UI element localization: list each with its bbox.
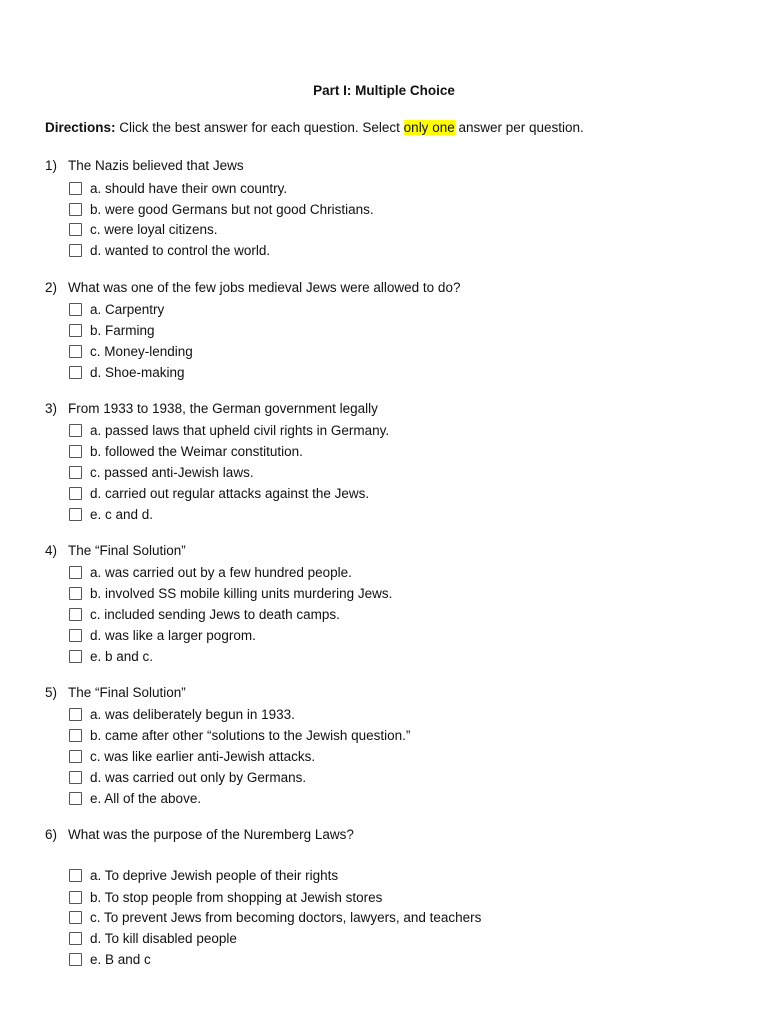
option-label: d. Shoe-making xyxy=(90,364,185,380)
option-label: d. To kill disabled people xyxy=(90,930,237,946)
option-label: e. B and c xyxy=(90,951,151,967)
checkbox[interactable] xyxy=(69,466,82,479)
answer-option-a[interactable] xyxy=(69,706,295,722)
directions-text-before: Click the best answer for each question. Select xyxy=(115,120,404,135)
checkbox[interactable] xyxy=(69,223,82,236)
checkbox[interactable] xyxy=(69,953,82,966)
option-label: d. was carried out only by Germans. xyxy=(90,769,307,785)
option-label: a. To deprive Jewish people of their rights xyxy=(90,867,339,883)
checkbox[interactable] xyxy=(69,932,82,945)
answer-option-d[interactable] xyxy=(69,242,270,258)
question-number: 1) xyxy=(45,158,58,173)
checkbox[interactable] xyxy=(69,345,82,358)
question-stem xyxy=(45,685,186,700)
page-title: Part I: Multiple Choice xyxy=(313,83,455,98)
option-label: a. should have their own country. xyxy=(90,180,288,196)
option-label: e. c and d. xyxy=(90,506,154,522)
question-stem xyxy=(45,543,186,558)
answer-option-b[interactable] xyxy=(69,443,303,459)
answer-option-b[interactable] xyxy=(69,889,382,905)
answer-option-b[interactable] xyxy=(69,322,155,338)
answer-option-e[interactable] xyxy=(69,506,153,522)
answer-option-c[interactable] xyxy=(69,909,481,925)
option-label: d. was like a larger pogrom. xyxy=(90,627,256,643)
answer-option-a[interactable] xyxy=(69,867,338,883)
option-label: b. came after other “solutions to the Jewish question.” xyxy=(90,727,411,743)
question-stem xyxy=(45,827,354,842)
checkbox[interactable] xyxy=(69,303,82,316)
checkbox[interactable] xyxy=(69,324,82,337)
checkbox[interactable] xyxy=(69,869,82,882)
answer-option-e[interactable] xyxy=(69,648,153,664)
checkbox[interactable] xyxy=(69,487,82,500)
question-text: What was the purpose of the Nuremberg Laws? xyxy=(68,827,354,842)
option-label: d. wanted to control the world. xyxy=(90,242,271,258)
question-text: From 1933 to 1938, the German government legally xyxy=(68,401,378,416)
option-label: c. included sending Jews to death camps. xyxy=(90,606,340,622)
question-text: The “Final Solution” xyxy=(68,543,186,558)
option-label: c. was like earlier anti-Jewish attacks. xyxy=(90,748,316,764)
question-number: 5) xyxy=(45,685,58,700)
answer-option-c[interactable] xyxy=(69,606,340,622)
answer-option-d[interactable] xyxy=(69,930,237,946)
checkbox[interactable] xyxy=(69,911,82,924)
checkbox[interactable] xyxy=(69,366,82,379)
question-text: The “Final Solution” xyxy=(68,685,186,700)
answer-option-a[interactable] xyxy=(69,301,164,317)
answer-option-a[interactable] xyxy=(69,422,389,438)
answer-option-c[interactable] xyxy=(69,464,254,480)
checkbox[interactable] xyxy=(69,792,82,805)
answer-option-d[interactable] xyxy=(69,485,369,501)
checkbox[interactable] xyxy=(69,445,82,458)
question-stem xyxy=(45,401,378,416)
checkbox[interactable] xyxy=(69,182,82,195)
directions-highlight: only one xyxy=(403,120,455,135)
directions xyxy=(45,120,584,135)
answer-option-c[interactable] xyxy=(69,343,193,359)
answer-option-d[interactable] xyxy=(69,627,256,643)
question-stem xyxy=(45,280,460,295)
checkbox[interactable] xyxy=(69,771,82,784)
answer-option-d[interactable] xyxy=(69,364,185,380)
answer-option-d[interactable] xyxy=(69,769,306,785)
option-label: a. passed laws that upheld civil rights in Germany. xyxy=(90,422,390,438)
option-label: a. was deliberately begun in 1933. xyxy=(90,706,295,722)
checkbox[interactable] xyxy=(69,608,82,621)
question-text: The Nazis believed that Jews xyxy=(68,158,244,173)
option-label: b. involved SS mobile killing units murdering Jews. xyxy=(90,585,393,601)
answer-option-e[interactable] xyxy=(69,951,151,967)
answer-option-a[interactable] xyxy=(69,180,287,196)
checkbox[interactable] xyxy=(69,729,82,742)
directions-text-after: answer per question. xyxy=(454,120,584,135)
answer-option-a[interactable] xyxy=(69,564,352,580)
option-label: b. were good Germans but not good Christians. xyxy=(90,201,374,217)
question-number: 2) xyxy=(45,280,58,295)
option-label: c. To prevent Jews from becoming doctors, lawyers, and teachers xyxy=(90,909,482,925)
question-number: 3) xyxy=(45,401,58,416)
answer-option-e[interactable] xyxy=(69,790,201,806)
checkbox[interactable] xyxy=(69,708,82,721)
option-label: c. Money-lending xyxy=(90,343,193,359)
checkbox[interactable] xyxy=(69,629,82,642)
checkbox[interactable] xyxy=(69,508,82,521)
checkbox[interactable] xyxy=(69,587,82,600)
answer-option-c[interactable] xyxy=(69,748,315,764)
option-label: a. was carried out by a few hundred people. xyxy=(90,564,352,580)
checkbox[interactable] xyxy=(69,244,82,257)
question-text: What was one of the few jobs medieval Jews were allowed to do? xyxy=(68,280,461,295)
option-label: b. Farming xyxy=(90,322,155,338)
question-stem xyxy=(45,158,244,173)
question-number: 6) xyxy=(45,827,58,842)
option-label: c. passed anti-Jewish laws. xyxy=(90,464,254,480)
answer-option-b[interactable] xyxy=(69,585,392,601)
answer-option-c[interactable] xyxy=(69,221,218,237)
answer-option-b[interactable] xyxy=(69,727,410,743)
question-number: 4) xyxy=(45,543,58,558)
option-label: e. All of the above. xyxy=(90,790,202,806)
checkbox[interactable] xyxy=(69,424,82,437)
option-label: e. b and c. xyxy=(90,648,154,664)
option-label: a. Carpentry xyxy=(90,301,165,317)
checkbox[interactable] xyxy=(69,566,82,579)
checkbox[interactable] xyxy=(69,750,82,763)
answer-option-b[interactable] xyxy=(69,201,374,217)
option-label: b. To stop people from shopping at Jewish stores xyxy=(90,889,383,905)
checkbox[interactable] xyxy=(69,203,82,216)
checkbox[interactable] xyxy=(69,891,82,904)
directions-label: Directions: xyxy=(45,120,116,135)
option-label: b. followed the Weimar constitution. xyxy=(90,443,303,459)
checkbox[interactable] xyxy=(69,650,82,663)
option-label: c. were loyal citizens. xyxy=(90,221,218,237)
option-label: d. carried out regular attacks against the Jews. xyxy=(90,485,370,501)
